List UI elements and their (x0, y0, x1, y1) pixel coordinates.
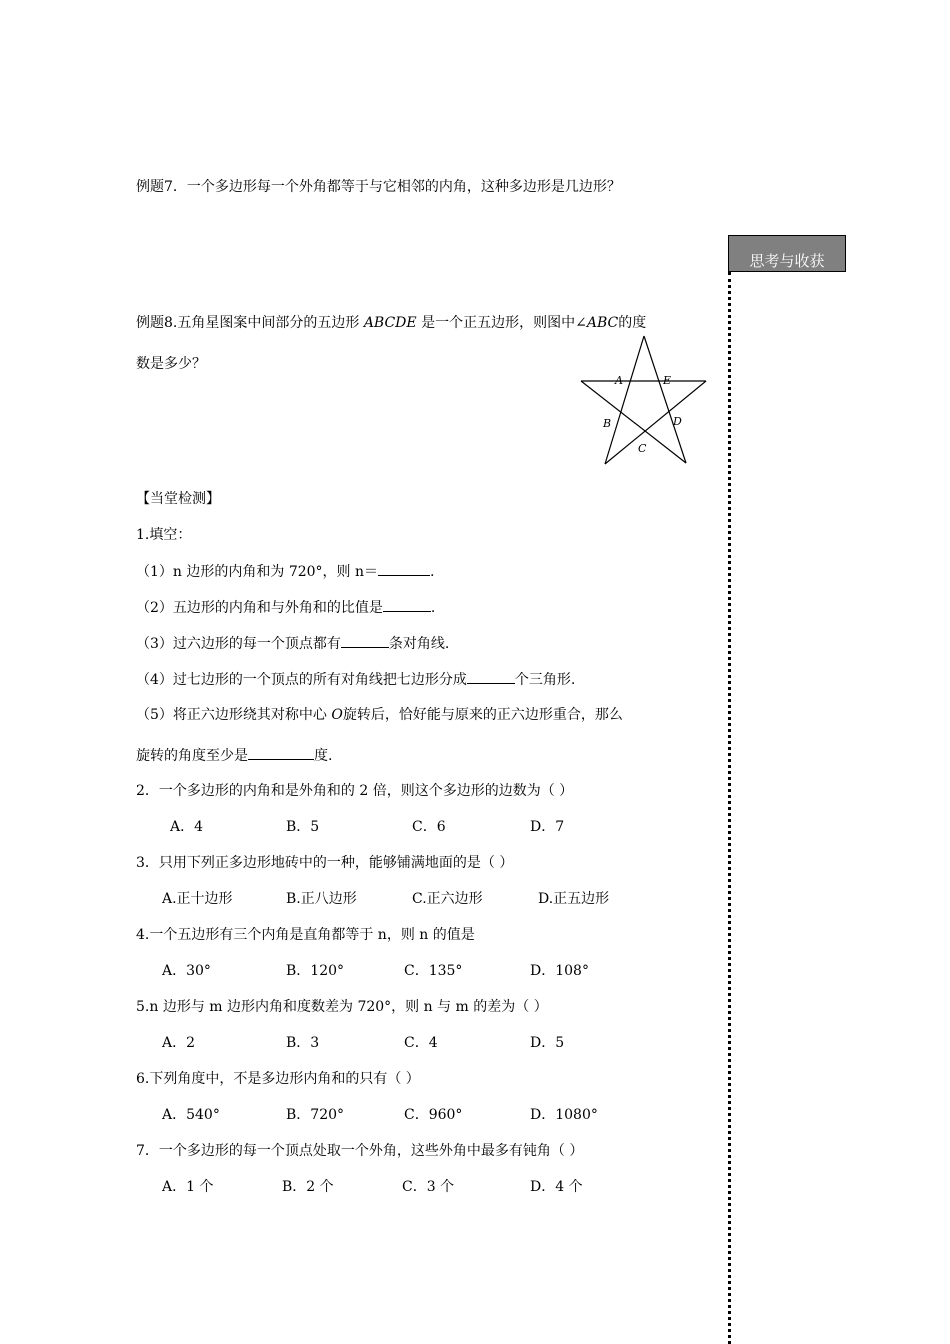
answer-blank[interactable] (341, 633, 389, 648)
q6-option-b[interactable]: B．720° (286, 1107, 345, 1123)
example8-line2: 数是多少？ (136, 356, 206, 372)
q4-option-b[interactable]: B．120° (286, 963, 345, 979)
example8-line1 (136, 313, 646, 333)
q7-option-c[interactable]: C．3 个 (402, 1179, 455, 1195)
example8-middle: 是一个正五边形，则图中∠ (416, 315, 587, 331)
q2-text: 2．一个多边形的内角和是外角和的 2 倍，则这个多边形的边数为（ ） (136, 783, 574, 799)
answer-blank[interactable] (467, 669, 515, 684)
q2-option-a[interactable]: A．4 (170, 819, 204, 835)
q6-text: 6.下列角度中，不是多边形内角和的只有（ ） (136, 1071, 420, 1087)
q1-item-1 (136, 561, 434, 582)
q1-item-4-text: （4）过七边形的一个顶点的所有对角线把七边形分成 (136, 672, 467, 688)
label-b: B (603, 417, 612, 430)
label-e: E (663, 374, 672, 387)
q7-text: 7．一个多边形的每一个顶点处取一个外角，这些外角中最多有钝角（ ） (136, 1143, 584, 1159)
q3-option-b[interactable]: B.正八边形 (286, 891, 357, 907)
answer-blank[interactable] (248, 745, 314, 760)
q1-item-5-text-a: （5）将正六边形绕其对称中心 (136, 707, 332, 723)
q5-text: 5.n 边形与 m 边形内角和度数差为 720°，则 n 与 m 的差为（ ） (136, 999, 548, 1015)
q3-option-d[interactable]: D.正五边形 (538, 891, 610, 907)
q3-text: 3．只用下列正多边形地砖中的一种，能够铺满地面的是（ ） (136, 855, 514, 871)
q1-item-5-text-c: 旋转的角度至少是 (136, 748, 248, 764)
q7-option-a[interactable]: A．1 个 (162, 1179, 214, 1195)
q7-option-b[interactable]: B．2 个 (282, 1179, 334, 1195)
thinking-box-title: 思考与收获 (749, 252, 825, 270)
example7-text: 例题7．一个多边形每一个外角都等于与它相邻的内角，这种多边形是几边形？ (136, 179, 621, 195)
example8-prefix: 例题8.五角星图案中间部分的五边形 (136, 315, 364, 331)
q1-item-2 (136, 597, 435, 618)
q5-option-b[interactable]: B．3 (286, 1035, 320, 1051)
q5-option-c[interactable]: C．4 (404, 1035, 438, 1051)
q1-item-5-line2 (136, 745, 332, 766)
sidebar-divider (728, 272, 731, 1344)
star-edge (581, 381, 686, 463)
example8-suffix: 的度 (618, 315, 647, 331)
star-edge (605, 381, 706, 464)
q1-item-3-text: （3）过六边形的每一个顶点都有 (136, 636, 341, 652)
q3-option-c[interactable]: C.正六边形 (412, 891, 483, 907)
q1-item-5-text-b: 旋转后，恰好能与原来的正六边形重合，那么 (342, 707, 623, 723)
q1-item-3-end: 条对角线. (388, 636, 450, 652)
q5-option-d[interactable]: D．5 (530, 1035, 565, 1051)
pentagon-name: ABCDE (363, 315, 417, 331)
q1-item-5-line1 (136, 705, 623, 725)
q1-item-2-end: . (430, 600, 436, 616)
q1-item-4 (136, 669, 575, 690)
q1-item-2-text: （2）五边形的内角和与外角和的比值是 (136, 600, 383, 616)
q1-title: 1.填空： (136, 527, 192, 543)
q2-option-d[interactable]: D．7 (530, 819, 565, 835)
q1-item-4-end: 个三角形. (514, 672, 576, 688)
q6-option-a[interactable]: A．540° (162, 1107, 220, 1123)
q5-option-a[interactable]: A．2 (162, 1035, 196, 1051)
label-c: C (638, 442, 647, 455)
q1-item-1-text: （1）n 边形的内角和为 720°，则 n＝ (136, 564, 379, 580)
label-d: D (673, 415, 682, 428)
q4-option-d[interactable]: D．108° (530, 963, 589, 979)
q6-option-c[interactable]: C．960° (404, 1107, 463, 1123)
thinking-box (728, 235, 846, 272)
q3-option-a[interactable]: A.正十边形 (162, 891, 233, 907)
answer-blank[interactable] (383, 597, 431, 612)
q1-item-1-end: . (430, 564, 435, 580)
answer-blank[interactable] (378, 561, 430, 576)
label-a: A (615, 374, 623, 387)
star-figure (578, 333, 710, 469)
section-title: 【当堂检测】 (136, 491, 220, 507)
q4-text: 4.一个五边形有三个内角是直角都等于 n，则 n 的值是 (136, 927, 475, 943)
q4-option-c[interactable]: C．135° (404, 963, 463, 979)
q2-option-b[interactable]: B．5 (286, 819, 320, 835)
q7-option-d[interactable]: D．4 个 (530, 1179, 583, 1195)
star-edge (644, 336, 686, 463)
q6-option-d[interactable]: D．1080° (530, 1107, 598, 1123)
q4-option-a[interactable]: A．30° (162, 963, 211, 979)
q1-item-3 (136, 633, 449, 654)
q1-item-5-text-d: 度. (314, 748, 333, 764)
q2-option-c[interactable]: C．6 (412, 819, 446, 835)
angle-name: ABC (586, 315, 619, 331)
center-o: O (331, 707, 343, 723)
